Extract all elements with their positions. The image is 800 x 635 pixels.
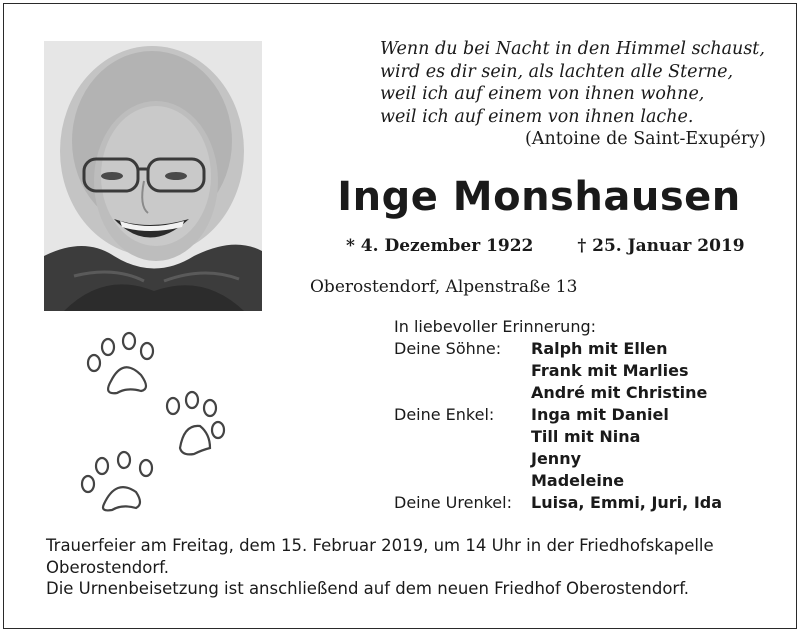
family-intro: In liebevoller Erinnerung: bbox=[394, 317, 596, 336]
family-member: Luisa, Emmi, Juri, Ida bbox=[531, 493, 723, 512]
family-group-label: Deine Enkel: bbox=[394, 405, 495, 424]
portrait-photo bbox=[44, 41, 262, 311]
birth-date: * 4. Dezember 1922 bbox=[346, 236, 534, 256]
address: Oberostendorf, Alpenstraße 13 bbox=[310, 277, 578, 297]
family-member: André mit Christine bbox=[531, 383, 708, 402]
quote-line: weil ich auf einem von ihnen lache. bbox=[380, 106, 694, 127]
quote-line: Wenn du bei Nacht in den Himmel schaust, bbox=[380, 39, 765, 59]
family-member: Ralph mit Ellen bbox=[531, 339, 668, 358]
obituary-card bbox=[3, 3, 797, 629]
family-member: Inga mit Daniel bbox=[531, 405, 669, 424]
family-member: Jenny bbox=[531, 449, 582, 468]
family-group-great-grandchildren bbox=[394, 492, 722, 514]
ceremony-text: Trauerfeier am Freitag, dem 15. Februar 2019, um 14 Uhr in der Friedhofskapelle Oberostendorf. bbox=[46, 536, 714, 577]
family-group-label: Deine Söhne: bbox=[394, 339, 502, 358]
family-member: Till mit Nina bbox=[531, 427, 641, 446]
quote-line: wird es dir sein, als lachten alle Sterne, bbox=[380, 61, 734, 82]
death-date: † 25. Januar 2019 bbox=[577, 236, 745, 256]
funeral-info bbox=[46, 535, 766, 600]
burial-text: Die Urnenbeisetzung ist anschließend auf dem neuen Friedhof Oberostendorf. bbox=[46, 579, 690, 598]
family-list bbox=[394, 316, 722, 514]
family-group-label: Deine Urenkel: bbox=[394, 493, 512, 512]
quote bbox=[380, 38, 770, 151]
family-member: Frank mit Marlies bbox=[531, 361, 689, 380]
family-member: Madeleine bbox=[531, 471, 625, 490]
life-dates bbox=[346, 236, 745, 256]
paw-prints-icon bbox=[64, 314, 304, 524]
deceased-name: Inge Monshausen bbox=[337, 174, 741, 220]
family-group-grandchildren bbox=[394, 404, 722, 492]
quote-line: weil ich auf einem von ihnen wohne, bbox=[380, 84, 705, 104]
family-group-sons bbox=[394, 338, 722, 404]
quote-author: (Antoine de Saint-Exupéry) bbox=[524, 129, 766, 149]
